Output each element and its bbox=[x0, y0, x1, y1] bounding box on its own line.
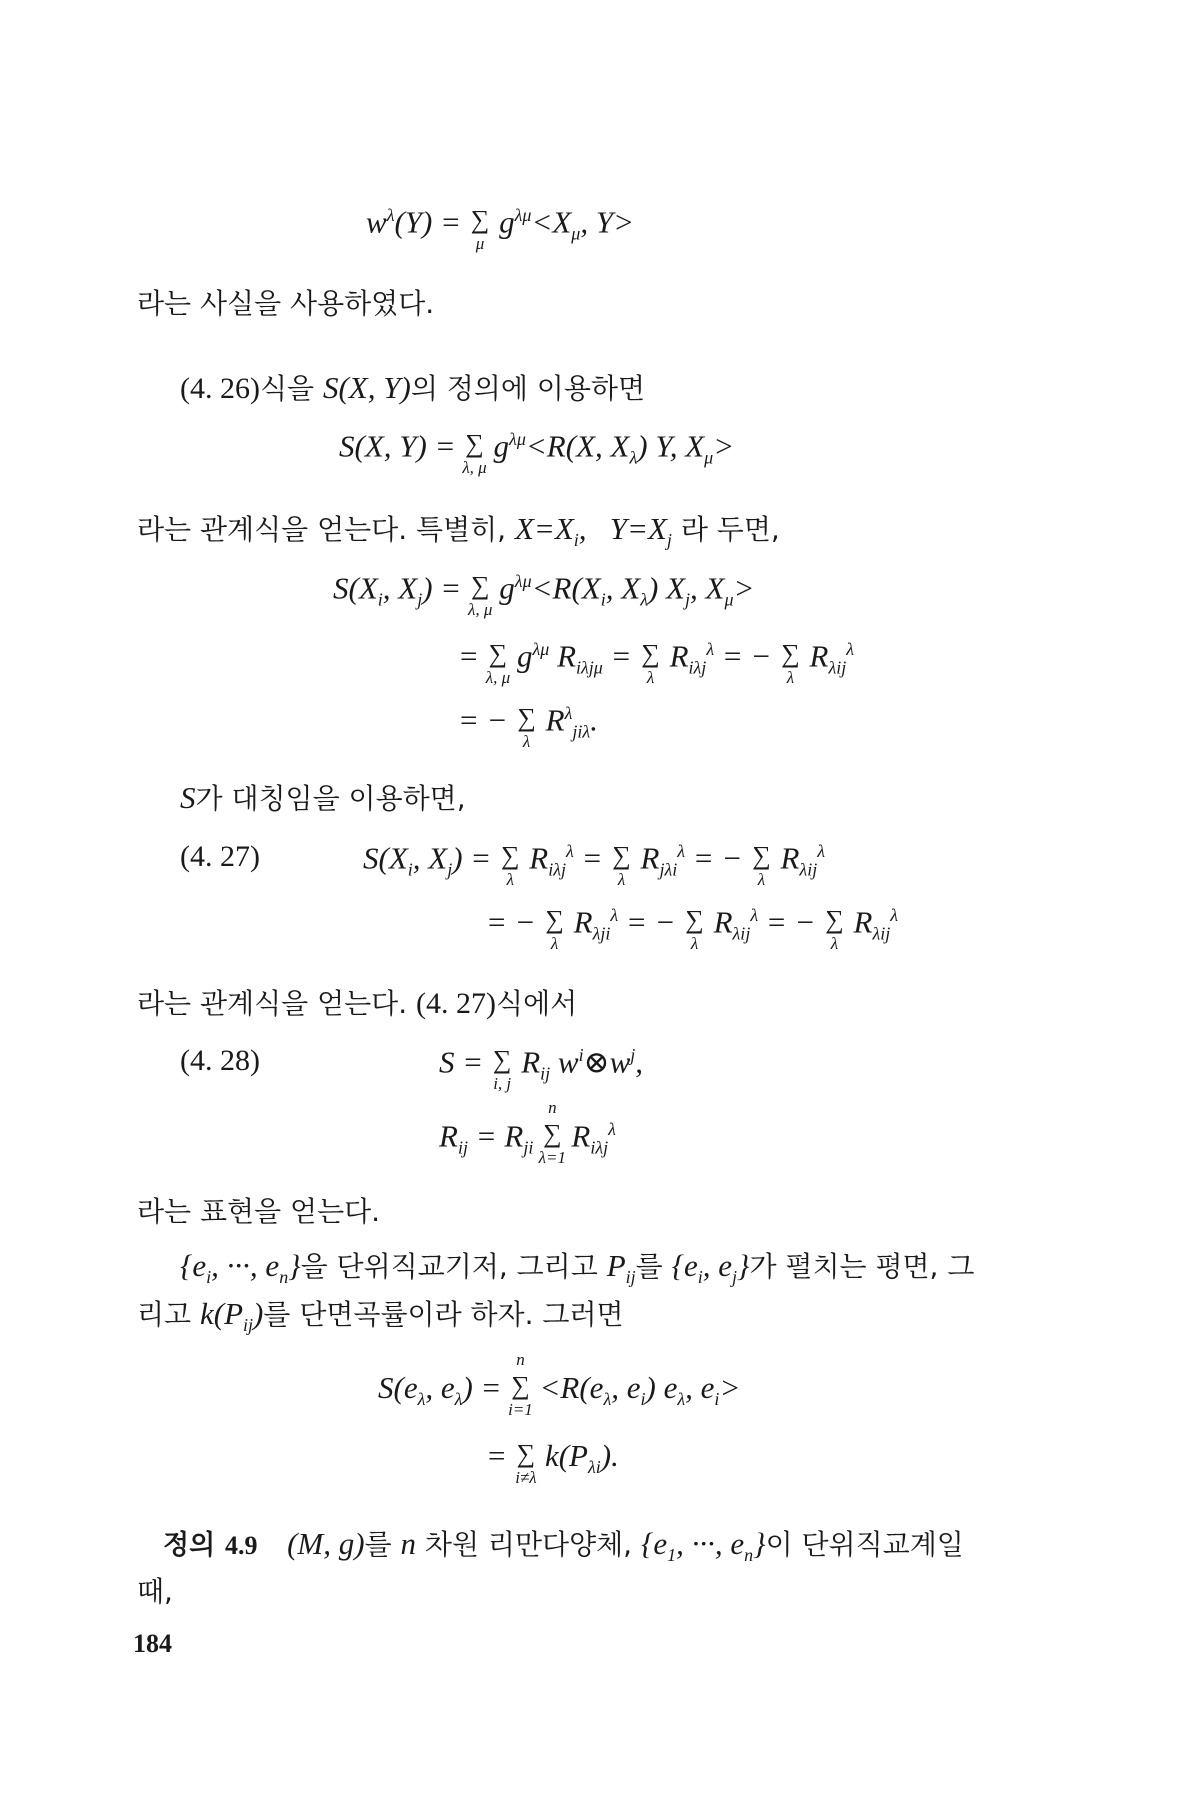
text-line bbox=[180, 1250, 974, 1286]
text-line bbox=[137, 1298, 624, 1334]
inline-math: S(X, Y) bbox=[322, 370, 411, 405]
equation-continued: = ∑ i≠λ $k(P_{\lambda i})$. bbox=[486, 1438, 619, 1487]
text-fragment: 차원 리만다양체, bbox=[416, 1528, 641, 1561]
inline-math: S bbox=[180, 780, 196, 815]
text-line bbox=[137, 513, 780, 549]
inline-math: $P_{ij}$ bbox=[606, 1248, 636, 1288]
text-fragment: 이 단위직교계일 bbox=[765, 1528, 964, 1561]
equation-reference: (4. 27) bbox=[416, 987, 497, 1020]
inline-math: {$e_1$, ···, $e_n$} bbox=[640, 1526, 766, 1566]
equation-4-28: S = ∑ i, j $R_{ij}$ $w^i\otimes w^j$, bbox=[439, 1044, 644, 1094]
text-fragment: 를 단면곡률이라 하자. 그러면 bbox=[263, 1298, 624, 1331]
equation-w-lambda: $w^\lambda(Y)$ = ∑ μ $g^{\lambda\mu}<X_\mu$, Y> bbox=[366, 204, 635, 254]
text-fragment: 가 대칭임을 이용하면, bbox=[195, 782, 466, 815]
definition-line bbox=[163, 1528, 964, 1564]
text-fragment: 를 bbox=[635, 1250, 672, 1283]
equation-continued: = ∑ λ, μ $g^{\lambda\mu}$ $R_{i\lambda j\mu}$ = ∑ λ $R_{i\lambda j}^\lambda$ = − ∑ λ $R_{\lambda ij}^\lambda$ bbox=[458, 638, 855, 688]
inline-math: $k(P_{ij})$ bbox=[200, 1296, 264, 1336]
equation-number: (4. 28) bbox=[180, 1044, 260, 1077]
text-line bbox=[180, 782, 466, 814]
text-line: 때, bbox=[137, 1575, 173, 1608]
text-line bbox=[137, 988, 577, 1019]
text-fragment: 라는 관계식을 얻는다. bbox=[137, 987, 417, 1020]
text-fragment: 를 bbox=[364, 1528, 401, 1561]
text-line bbox=[180, 372, 645, 404]
equation-continued: = − ∑ λ $R_{\lambda ji}^\lambda$ = − ∑ λ $R_{\lambda ij}^\lambda$ = − ∑ λ $R_{\lambda ij}^\lambda$ bbox=[486, 904, 899, 954]
text-fragment: 라는 관계식을 얻는다. 특별히, bbox=[137, 513, 515, 546]
inline-math: n bbox=[400, 1526, 417, 1561]
text-fragment: 을 단위직교기저, 그리고 bbox=[300, 1250, 607, 1283]
inline-math: {$e_i$, $e_j$} bbox=[671, 1248, 750, 1288]
text-line: 라는 표현을 얻는다. bbox=[137, 1195, 381, 1228]
text-line: 라는 사실을 사용하였다. bbox=[137, 287, 435, 320]
equation-reference: (4. 26) bbox=[180, 372, 260, 405]
equation-s-definition: S(X, Y) = ∑ λ, μ $g^{\lambda\mu}<R(X$, $X_\lambda$) Y, $X_\mu>$ bbox=[339, 428, 735, 478]
text-fragment: 식을 bbox=[259, 372, 323, 405]
page-number: 184 bbox=[133, 1629, 172, 1658]
equation-continued: = − ∑ λ $R^\lambda_{ji\lambda}$. bbox=[458, 702, 598, 752]
text-fragment: 리고 bbox=[137, 1298, 200, 1331]
text-fragment: 식에서 bbox=[496, 987, 578, 1020]
inline-math: (M, g) bbox=[287, 1526, 365, 1561]
equation-4-27: $S(X_i$, $X_j$) = ∑ λ $R_{i\lambda j}^\lambda$ = ∑ λ $R_{j\lambda i}^\lambda$ = − ∑ λ $R_{\lambda ij}^\lambda$ bbox=[363, 840, 826, 890]
definition-number: 4.9 bbox=[225, 1531, 258, 1560]
equation-number: (4. 27) bbox=[180, 840, 260, 873]
equation-ricci: $R_{ij} = R_{ji}$ n ∑ λ=1 $R_{i\lambda j}^\lambda$ bbox=[439, 1098, 616, 1168]
inline-math: $X=X_i$, $Y=X_j$ bbox=[514, 511, 672, 551]
definition-keyword: 정의 bbox=[163, 1530, 216, 1561]
text-fragment: 의 정의에 이용하면 bbox=[410, 372, 645, 405]
equation-s-e-lambda: $S(e_\lambda$, $e_\lambda$) = n ∑ i=1 $<R(e_\lambda$, $e_i$) $e_\lambda$, $e_i>$ bbox=[378, 1350, 741, 1419]
equation-s-xi-xj: $S(X_i$, $X_j$) = ∑ λ, μ $g^{\lambda\mu}<R(X_i$, $X_\lambda$) $X_j$, $X_\mu>$ bbox=[333, 570, 755, 620]
inline-math: {$e_i$, ···, $e_n$} bbox=[180, 1248, 301, 1288]
text-fragment: 라 두면, bbox=[671, 513, 780, 546]
text-fragment: 가 펼치는 평면, 그 bbox=[749, 1250, 975, 1283]
